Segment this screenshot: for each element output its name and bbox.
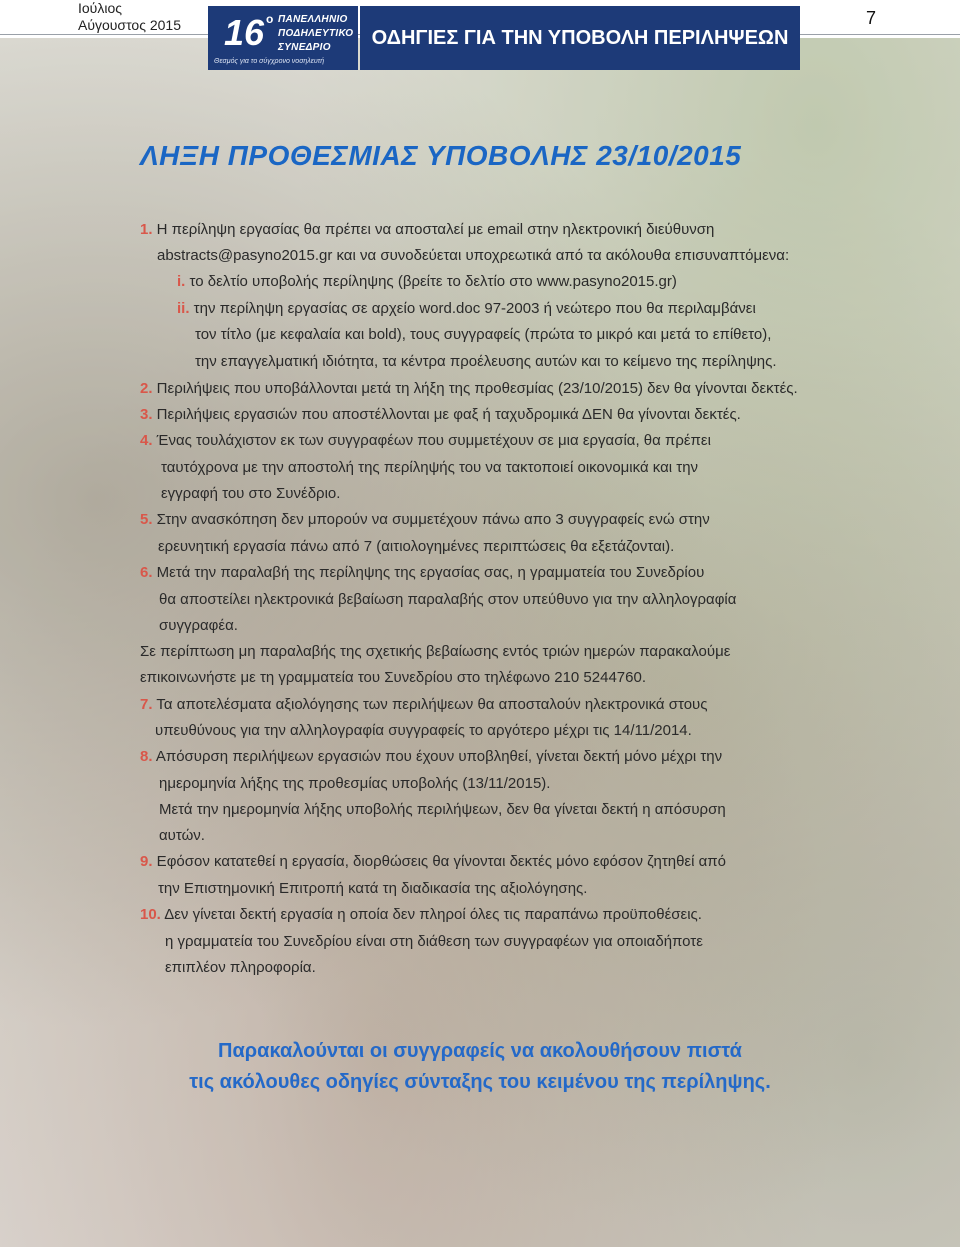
logo-superscript: ο <box>266 12 274 26</box>
page-title-banner <box>360 6 800 70</box>
list-item: 8. Απόσυρση περιλήψεων εργασιών που έχουν υποβληθεί, γίνεται δεκτή μόνο μέχρι την <box>140 748 723 765</box>
list-item: 2. Περιλήψεις που υποβάλλονται μετά τη λήξη της προθεσμίας (23/10/2015) δεν θα γίνονται δεκτές. <box>140 380 798 397</box>
list-item: επικοινωνήστε με τη γραμματεία του Συνεδρίου στο τηλέφωνο 210 5244760. <box>140 669 646 686</box>
list-item: 7. Τα αποτελέσματα αξιολόγησης των περιλήψεων θα αποσταλούν ηλεκτρονικά στους <box>140 696 708 713</box>
list-item: συγγραφέα. <box>159 617 238 634</box>
list-item: τον τίτλο (με κεφαλαία και bold), τους συγγραφείς (πρώτα το μικρό και μετά το επίθετο), <box>195 326 772 343</box>
list-item: υπευθύνους για την αλληλογραφία συγγραφείς το αργότερο μέχρι τις 14/11/2014. <box>155 722 692 739</box>
list-item: 6. Μετά την παραλαβή της περίληψης της εργασίας σας, η γραμματεία του Συνεδρίου <box>140 564 705 581</box>
list-item: την Επιστημονική Επιτροπή κατά τη διαδικασία της αξιολόγησης. <box>158 880 588 897</box>
logo-line-3: ΣΥΝΕΔΡΙΟ <box>278 42 331 53</box>
list-item: 9. Εφόσον κατατεθεί η εργασία, διορθώσεις θα γίνονται δεκτές μόνο εφόσον ζητηθεί από <box>140 853 726 870</box>
deadline-heading: ΛΗΞΗ ΠΡΟΘΕΣΜΙΑΣ ΥΠΟΒΟΛΗΣ 23/10/2015 <box>140 140 742 171</box>
list-item: η γραμματεία του Συνεδρίου είναι στη διάθεση των συγγραφέων για οποιαδήποτε <box>165 933 703 950</box>
list-item: Σε περίπτωση μη παραλαβής της σχετικής βεβαίωσης εντός τριών ημερών παρακαλούμε <box>140 643 731 660</box>
list-item: 5. Στην ανασκόπηση δεν μπορούν να συμμετέχουν πάνω απο 3 συγγραφείς ενώ στην <box>140 511 710 528</box>
list-item: αυτών. <box>159 827 205 844</box>
closing-note-line-1: Παρακαλούνται οι συγγραφείς να ακολουθήσουν πιστά <box>218 1040 742 1062</box>
list-item: Μετά την ημερομηνία λήξης υποβολής περιλήψεων, δεν θα γίνεται δεκτή η απόσυρση <box>159 801 726 818</box>
list-item: επιπλέον πληροφορία. <box>165 959 316 976</box>
logo-tagline: Θεσμός για το σύγχρονο νοσηλευτή <box>214 58 325 65</box>
header-date: Αύγουστος 2015 <box>78 17 181 33</box>
page-number: 7 <box>866 8 877 28</box>
logo-number: 16 <box>224 12 265 53</box>
list-item: 10. Δεν γίνεται δεκτή εργασία η οποία δεν πληροί όλες τις παραπάνω προϋποθέσεις. <box>140 906 702 923</box>
logo-line-1: ΠΑΝΕΛΛΗΝΙΟ <box>278 14 348 25</box>
list-item: εγγραφή του στο Συνέδριο. <box>161 485 341 502</box>
list-item: ερευνητική εργασία πάνω από 7 (αιτιολογημένες περιπτώσεις θα εξετάζονται). <box>158 538 675 555</box>
list-item: θα αποστείλει ηλεκτρονικά βεβαίωση παραλαβής στον υπεύθυνο για την αλληλογραφία <box>159 591 737 608</box>
list-item: 3. Περιλήψεις εργασιών που αποστέλλονται με φαξ ή ταχυδρομικά ΔΕΝ θα γίνονται δεκτές. <box>140 406 741 423</box>
logo-line-2: ΠΟΔΗΛΕΥΤΙΚΟ <box>278 28 354 39</box>
list-item: την επαγγελματική ιδιότητα, τα κέντρα προέλευσης αυτών και το κείμενο της περίληψης. <box>195 353 777 370</box>
list-item: ii. την περίληψη εργασίας σε αρχείο word.doc 97-2003 ή νεώτερο που θα περιλαμβάνει <box>177 300 756 317</box>
closing-note-line-2: τις ακόλουθες οδηγίες σύνταξης του κειμένου της περίληψης. <box>189 1071 771 1093</box>
list-item: ημερομηνία λήξης της προθεσμίας υποβολής (13/11/2015). <box>159 775 551 792</box>
list-item: 1. Η περίληψη εργασίας θα πρέπει να αποσταλεί με email στην ηλεκτρονική διεύθυνση <box>140 221 715 238</box>
page-title: ΟΔΗΓΙΕΣ ΓΙΑ ΤΗΝ ΥΠΟΒΟΛΗ ΠΕΡΙΛΗΨΕΩΝ <box>371 27 789 49</box>
list-item: ταυτόχρονα με την αποστολή της περίληψής του να τακτοποιεί οικονομικά και την <box>161 459 699 476</box>
list-item: 4. Ένας τουλάχιστον εκ των συγγραφέων που συμμετέχουν σε μια εργασία, θα πρέπει <box>140 432 711 449</box>
list-item: abstracts@pasyno2015.gr και να συνοδεύεται υποχρεωτικά από τα ακόλουθα επισυναπτόμενα: <box>157 247 790 264</box>
congress-logo <box>208 6 358 70</box>
list-item: i. το δελτίο υποβολής περίληψης (βρείτε το δελτίο στο www.pasyno2015.gr) <box>177 273 677 290</box>
header-month: Ιούλιος <box>78 0 122 16</box>
